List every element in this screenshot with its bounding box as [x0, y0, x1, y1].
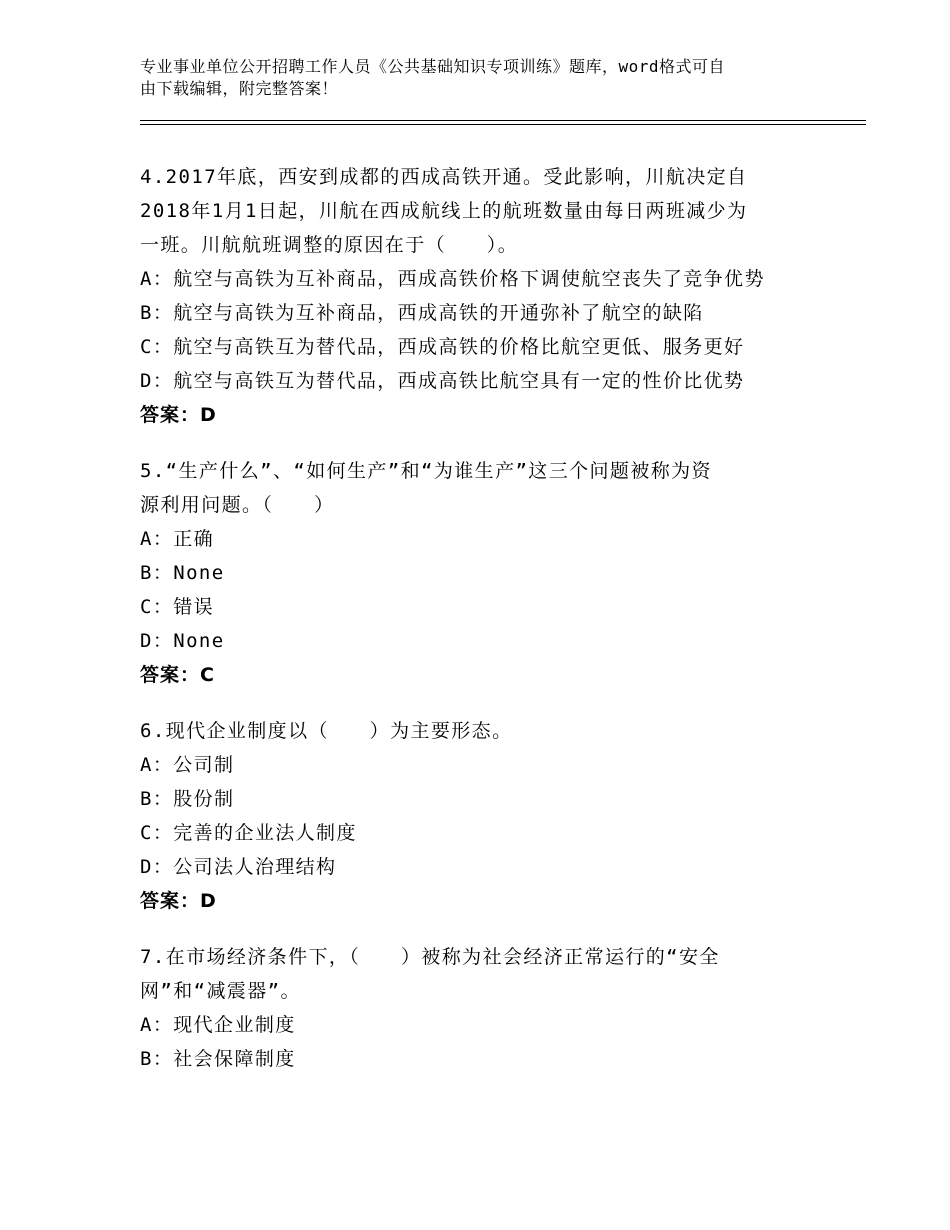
- answer-key: 答案：D: [140, 404, 217, 426]
- answer-option: C：错误: [140, 596, 215, 618]
- header-line-2: 由下载编辑，附完整答案！: [140, 79, 339, 98]
- document-header: [140, 56, 820, 100]
- header-divider-top: [140, 120, 866, 121]
- answer-option: A：公司制: [140, 754, 235, 776]
- question-block: [140, 714, 830, 918]
- question-stem-line: 4.2017年底，西安到成都的西成高铁开通。受此影响，川航决定自: [140, 166, 748, 188]
- answer-option: D：None: [140, 630, 225, 652]
- answer-option: A：正确: [140, 528, 215, 550]
- answer-key: 答案：C: [140, 664, 215, 686]
- question-block: [140, 160, 830, 432]
- answer-option: D：航空与高铁互为替代品，西成高铁比航空具有一定的性价比优势: [140, 370, 745, 392]
- question-stem-line: 源利用问题。（ ）: [140, 494, 335, 516]
- question-stem-line: 5.“生产什么”、“如何生产”和“为谁生产”这三个问题被称为资: [140, 460, 712, 482]
- question-block: [140, 454, 830, 692]
- question-stem-line: 7.在市场经济条件下，（ ）被称为社会经济正常运行的“安全: [140, 946, 720, 968]
- question-list: [140, 160, 830, 1098]
- answer-option: B：社会保障制度: [140, 1048, 296, 1070]
- answer-option: A：现代企业制度: [140, 1014, 296, 1036]
- question-stem-line: 2018年1月1日起，川航在西成航线上的航班数量由每日两班减少为: [140, 200, 748, 222]
- answer-option: C：完善的企业法人制度: [140, 822, 357, 844]
- answer-option: C：航空与高铁互为替代品，西成高铁的价格比航空更低、服务更好: [140, 336, 745, 358]
- answer-option: B：None: [140, 562, 225, 584]
- header-divider-bottom: [140, 124, 866, 125]
- answer-option: D：公司法人治理结构: [140, 856, 337, 878]
- question-stem-line: 一班。川航航班调整的原因在于（ ）。: [140, 234, 519, 256]
- answer-option: B：股份制: [140, 788, 235, 810]
- answer-option: A：航空与高铁为互补商品，西成高铁价格下调使航空丧失了竞争优势: [140, 268, 765, 290]
- header-line-1: 专业事业单位公开招聘工作人员《公共基础知识专项训练》题库，word格式可自: [140, 57, 726, 76]
- question-block: [140, 940, 830, 1076]
- answer-key: 答案：D: [140, 890, 217, 912]
- question-stem-line: 6.现代企业制度以（ ）为主要形态。: [140, 720, 513, 742]
- question-stem-line: 网”和“减震器”。: [140, 980, 301, 1002]
- answer-option: B：航空与高铁为互补商品，西成高铁的开通弥补了航空的缺陷: [140, 302, 704, 324]
